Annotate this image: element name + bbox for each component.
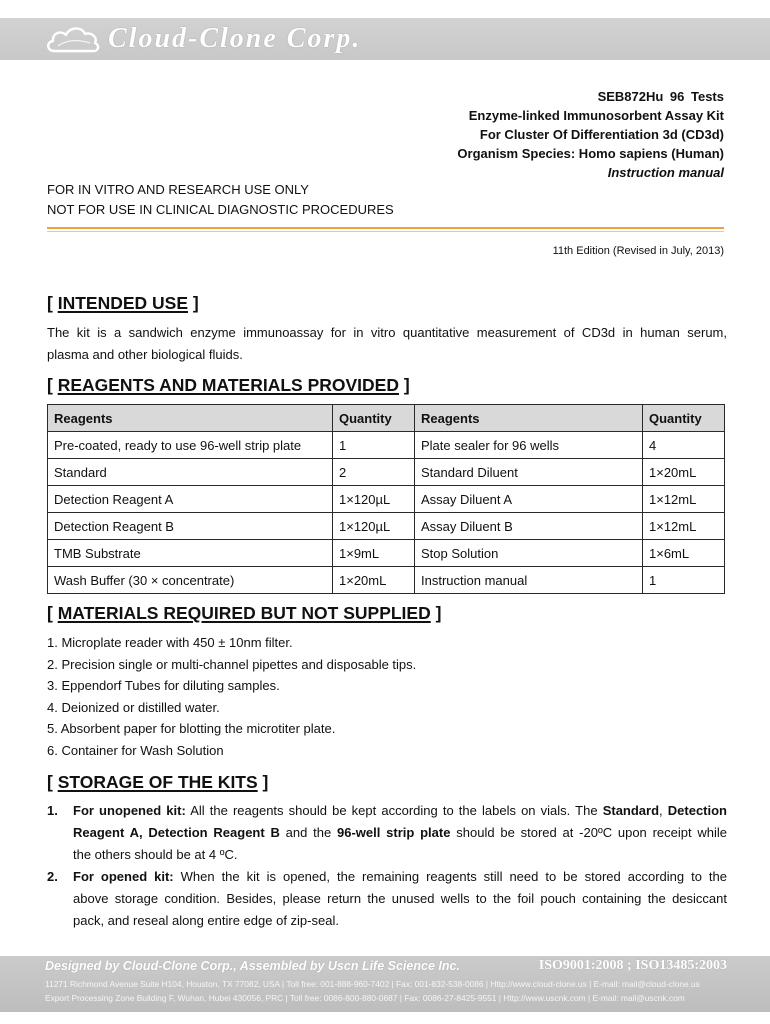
table-cell: TMB Substrate (48, 540, 333, 567)
text-line: plasma and other biological fluids. (47, 347, 243, 362)
section-heading-materials (47, 602, 441, 624)
text-line (73, 866, 727, 888)
list-item: 1. Microplate reader with 450 ± 10nm filter. (47, 635, 293, 650)
bracket-close: ] (435, 603, 442, 623)
section-heading-reagents (47, 374, 410, 396)
table-row (48, 432, 725, 459)
text-line (73, 910, 727, 932)
bracket-close: ] (262, 772, 269, 792)
text-segment: All the reagents should be kept according to the labels on vials. The (185, 803, 603, 818)
storage-lead: For unopened kit: (73, 803, 186, 818)
usage-notices (47, 180, 394, 220)
text-segment: should be stored at -20ºC upon receipt while (450, 825, 728, 840)
edition-note: 11th Edition (Revised in July, 2013) (552, 245, 724, 257)
table-row (48, 513, 725, 540)
table-cell: Standard Diluent (415, 459, 643, 486)
list-item: 4. Deionized or distilled water. (47, 699, 220, 715)
section-heading-storage (47, 771, 268, 793)
text-segment-bold: Standard (602, 803, 660, 818)
table-row (48, 459, 725, 486)
bracket-close: ] (403, 375, 410, 395)
table-cell: 1×12mL (643, 513, 725, 540)
text-segment-bold: Detection (667, 803, 727, 818)
section-title: STORAGE OF THE KITS (57, 772, 258, 792)
column-header: Quantity (643, 405, 725, 432)
column-header: Reagents (48, 405, 333, 432)
logo-text: Cloud-Clone Corp. (108, 23, 362, 54)
kit-name: Enzyme-linked Immunosorbent Assay Kit (468, 108, 724, 123)
bracket-open: [ (47, 375, 53, 395)
table-cell: 1×12mL (643, 486, 725, 513)
section-title: INTENDED USE (57, 293, 188, 313)
text-segment-bold: 96-well strip plate (337, 825, 451, 840)
table-cell: Standard (48, 459, 333, 486)
table-cell: 1×20mL (333, 567, 415, 594)
storage-item-unopened (73, 800, 727, 866)
text-line (73, 800, 727, 822)
organism-species: Organism Species: Homo sapiens (Human) (457, 146, 724, 161)
storage-item-opened (73, 866, 727, 932)
table-cell: Assay Diluent A (415, 486, 643, 513)
text-line (73, 822, 727, 844)
table-cell: 1×120µL (333, 486, 415, 513)
text-segment: and the (279, 825, 338, 840)
footer-band (0, 956, 770, 1012)
materials-list (47, 632, 416, 762)
text-segment: the others should be at 4 ºC. (73, 847, 238, 862)
text-segment: , (659, 803, 668, 818)
table-cell: 1×9mL (333, 540, 415, 567)
text-line (73, 844, 727, 866)
table-cell: Stop Solution (415, 540, 643, 567)
footer-address-cn: Export Processing Zone Building F, Wuhan, Hubei 430056, PRC | Toll free: 0086-800-880-0687 | Fax: 0086-27-8425-9551 | Http://www.uscnk.com | E-mail: mail@uscnk.com (45, 993, 685, 1003)
table-cell: 1 (333, 432, 415, 459)
table-cell: Plate sealer for 96 wells (415, 432, 643, 459)
product-info (457, 87, 724, 182)
text-segment: pack, and reseal along entire edge of zip-seal. (73, 913, 339, 928)
table-cell: Assay Diluent B (415, 513, 643, 540)
column-header: Quantity (333, 405, 415, 432)
orange-divider (47, 227, 724, 229)
orange-divider-thin (47, 231, 724, 232)
table-cell: Detection Reagent B (48, 513, 333, 540)
text-segment: When the kit is opened, the remaining reagents still need to be stored according to the (173, 869, 727, 884)
table-cell: 1×20mL (643, 459, 725, 486)
text-segment: above storage condition. Besides, please return the unused wells to the foil pouch containing the desiccant (73, 891, 727, 906)
table-cell: 1×6mL (643, 540, 725, 567)
intended-use-paragraph (47, 322, 727, 366)
document-type: Instruction manual (607, 165, 724, 180)
section-title: MATERIALS REQUIRED BUT NOT SUPPLIED (57, 603, 431, 623)
table-cell: Detection Reagent A (48, 486, 333, 513)
table-cell: 1 (643, 567, 725, 594)
storage-lead: For opened kit: (73, 869, 174, 884)
table-cell: 4 (643, 432, 725, 459)
text-line (73, 888, 727, 910)
footer-address-us: 11271 Richmond Avenue Suite H104, Houston, TX 77082, USA | Toll free: 001-888-960-7402 | Fax: 001-832-538-0086 | Http://www.cloud-clone.us | E-mail: mail@cloud-clone.us (45, 979, 700, 989)
table-cell: Instruction manual (415, 567, 643, 594)
kit-target: For Cluster Of Differentiation 3d (CD3d) (479, 127, 724, 142)
bracket-close: ] (192, 293, 199, 313)
column-header: Reagents (415, 405, 643, 432)
table-cell: Pre-coated, ready to use 96-well strip plate (48, 432, 333, 459)
header-band (0, 18, 770, 60)
research-use-notice: FOR IN VITRO AND RESEARCH USE ONLY (47, 182, 309, 197)
list-item: 5. Absorbent paper for blotting the microtiter plate. (47, 721, 336, 737)
section-title: REAGENTS AND MATERIALS PROVIDED (57, 375, 399, 395)
table-header-row (48, 405, 725, 432)
list-item: 6. Container for Wash Solution (47, 742, 224, 758)
text-line: The kit is a sandwich enzyme immunoassay for in vitro quantitative measurement of CD3d in human serum, (47, 325, 727, 340)
table-row (48, 486, 725, 513)
cloud-logo-icon (44, 24, 102, 54)
reagents-table (47, 404, 725, 594)
text-segment-bold: Reagent A, Detection Reagent B (73, 825, 280, 840)
table-row (48, 540, 725, 567)
catalog-number: SEB872Hu 96 Tests (597, 89, 724, 104)
clinical-use-notice: NOT FOR USE IN CLINICAL DIAGNOSTIC PROCEDURES (47, 202, 394, 217)
footer-certifications: ISO9001:2008 ; ISO13485:2003 (538, 958, 727, 973)
bracket-open: [ (47, 772, 53, 792)
table-cell: 2 (333, 459, 415, 486)
table-cell: 1×120µL (333, 513, 415, 540)
storage-item-number: 2. (47, 869, 58, 884)
storage-item-number: 1. (47, 803, 58, 818)
section-heading-intended-use (47, 292, 199, 314)
footer-tagline: Designed by Cloud-Clone Corp., Assembled by Uscn Life Science Inc. (45, 959, 460, 973)
bracket-open: [ (47, 603, 53, 623)
table-row (48, 567, 725, 594)
bracket-open: [ (47, 293, 53, 313)
list-item: 3. Eppendorf Tubes for diluting samples. (47, 678, 280, 694)
list-item: 2. Precision single or multi-channel pipettes and disposable tips. (47, 656, 417, 672)
table-cell: Wash Buffer (30 × concentrate) (48, 567, 333, 594)
